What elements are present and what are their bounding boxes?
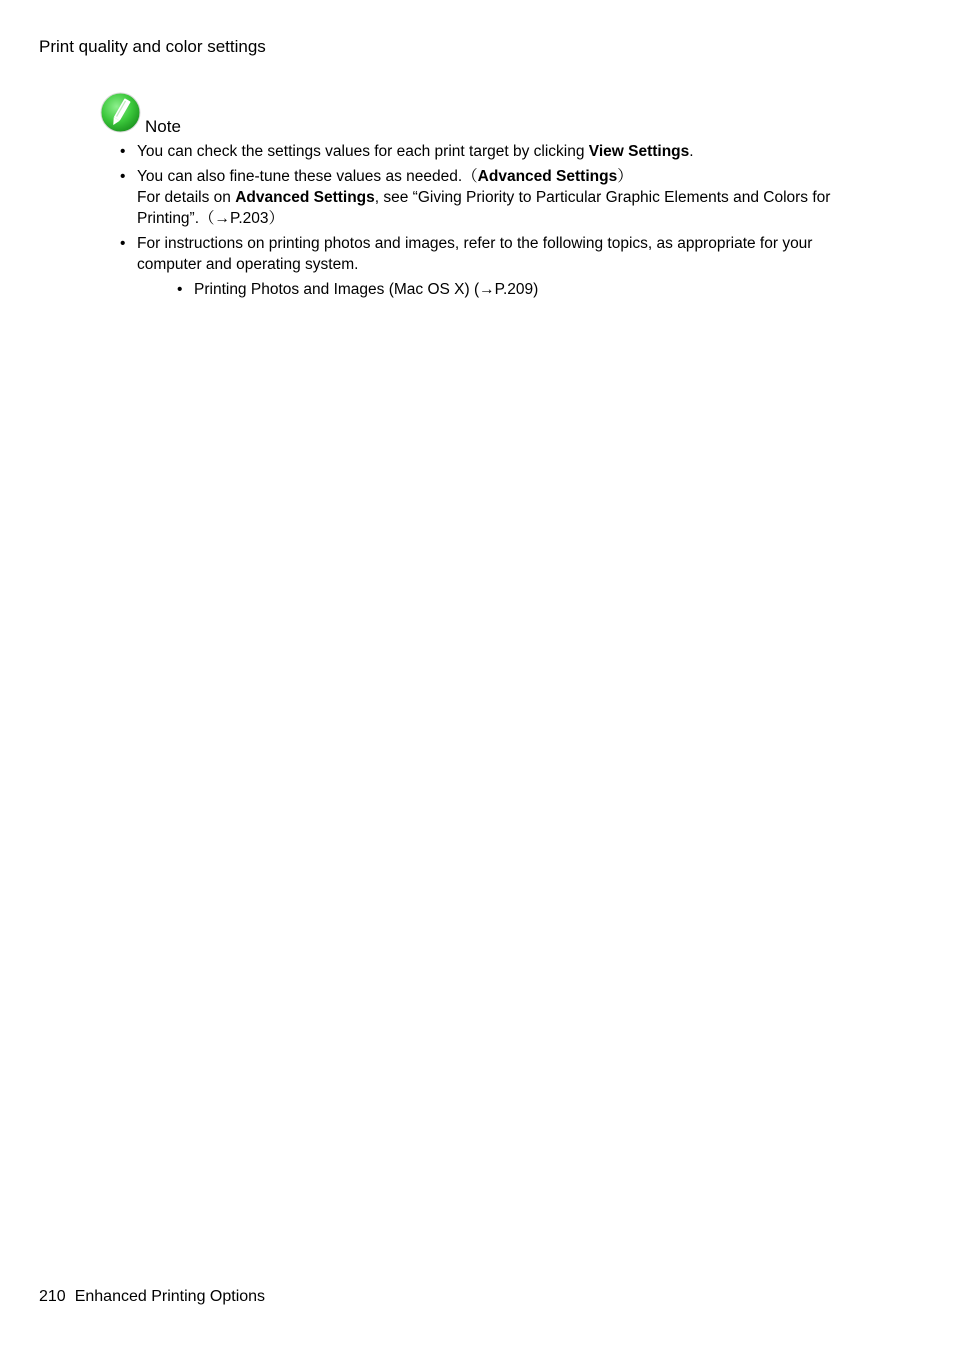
bullet: • — [177, 281, 183, 298]
page-header-title: Print quality and color settings — [39, 37, 266, 56]
pencil-note-icon — [100, 92, 141, 133]
bullet: • — [120, 143, 126, 160]
ui-term-view-settings: View Settings — [588, 143, 690, 160]
cross-reference-link[interactable]: Printing Photos and Images (Mac OS X) (→P.209) — [194, 281, 539, 298]
item-text: You can check the settings values for each print target by clicking — [137, 143, 589, 160]
list-item — [120, 141, 860, 162]
page-footer — [39, 1287, 265, 1307]
ui-term-advanced-settings: Advanced Settings — [477, 168, 618, 185]
page-number: 210 — [39, 1288, 66, 1305]
list-item — [120, 166, 860, 229]
cross-reference-link[interactable]: , see “Giving Priority to Particular Graphic Elements and Colors for Printing”.（→P.203） — [137, 189, 831, 227]
note-list — [120, 141, 860, 300]
list-item — [120, 233, 860, 300]
note-label: Note — [145, 117, 181, 136]
footer-section-title: Enhanced Printing Options — [74, 1288, 266, 1305]
sub-list-item — [177, 279, 860, 300]
bullet: • — [120, 235, 126, 252]
item-line — [137, 166, 860, 187]
item-text: ） — [617, 168, 633, 185]
item-line — [137, 187, 860, 229]
item-text: For instructions on printing photos and images, refer to the following topics, as appropriate for your computer and operating system. — [137, 235, 813, 273]
bullet: • — [120, 168, 126, 185]
item-text: For details on — [137, 189, 236, 206]
item-text: . — [689, 143, 694, 160]
item-text: You can also fine-tune these values as needed.（ — [137, 168, 478, 185]
ui-term-advanced-settings: Advanced Settings — [235, 189, 375, 206]
